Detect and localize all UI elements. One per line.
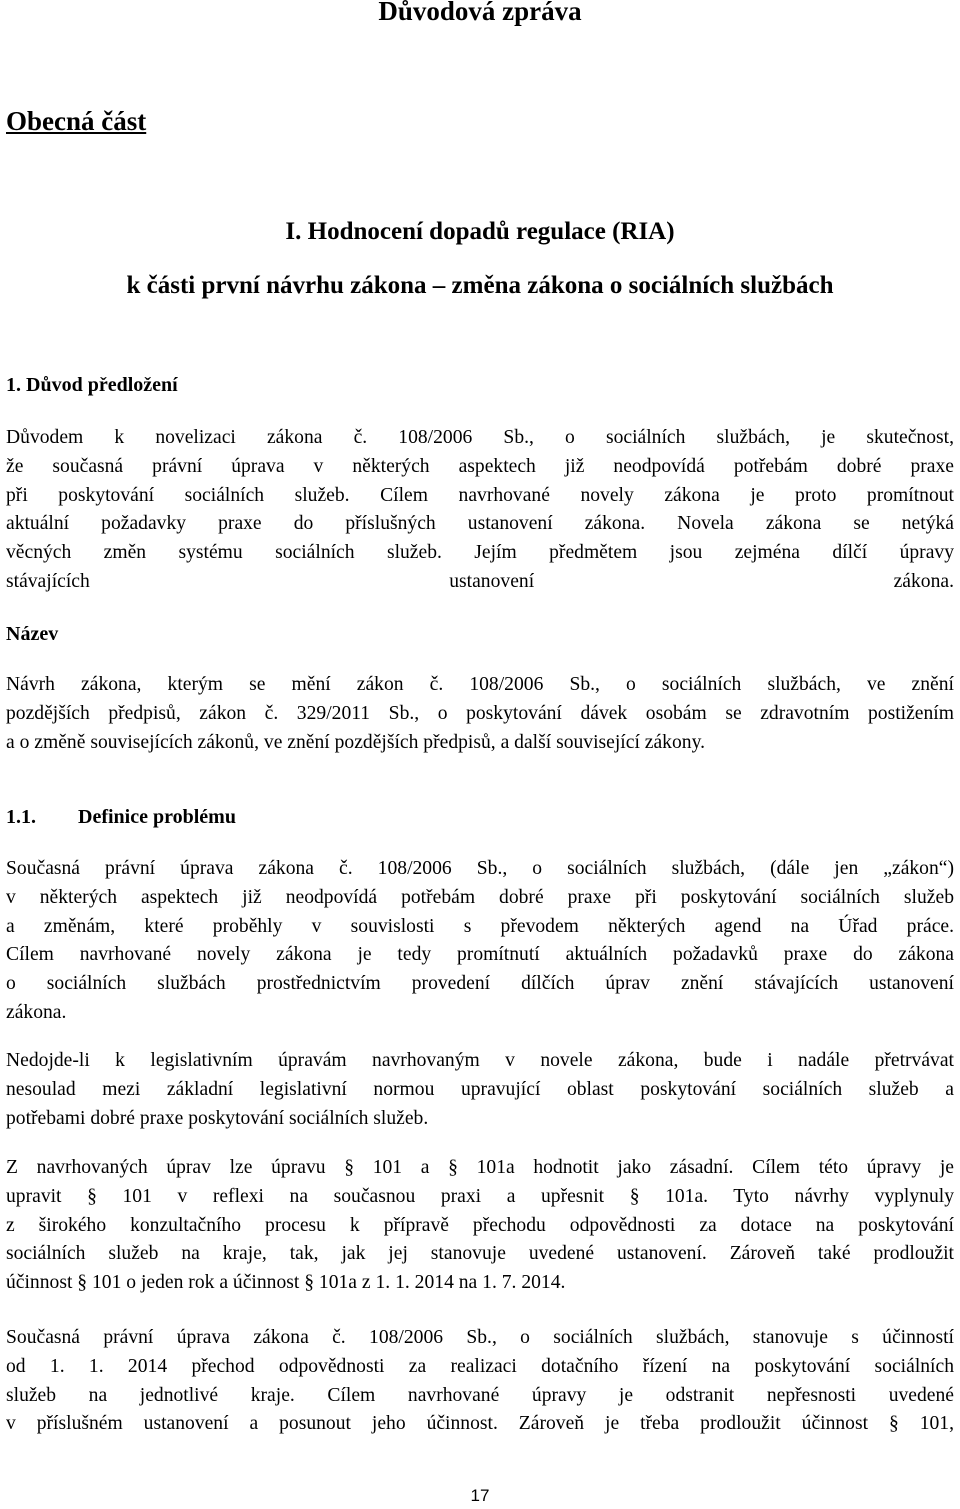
text-line: Současná právní úprava zákona č. 108/2006 Sb., o sociálních službách, (dále jen „zákon“) — [6, 858, 954, 879]
text-line: účinnost § 101 o jeden rok a účinnost § 101a z 1. 1. 2014 na 1. 7. 2014. — [6, 1272, 566, 1294]
document-title: Důvodová zpráva — [378, 0, 582, 26]
text-line: od 1. 1. 2014 přechod odpovědnosti za realizaci dotačního řízení na poskytování sociálních — [6, 1355, 954, 1377]
name-heading: Název — [6, 623, 59, 645]
text-line: aktuální požadavky praxe do příslušných ustanovení zákona. Novela zákona se netýká — [6, 513, 954, 535]
text-line: Z navrhovaných úprav lze úpravu § 101 a § 101a hodnotit jako zásadní. Cílem této úpravy je — [6, 1157, 954, 1178]
text-line: stávajících ustanovení zákona. — [6, 570, 954, 592]
text-line — [6, 597, 954, 626]
subsection-number: 1.1. — [6, 806, 36, 828]
text-line: potřebami dobré praxe poskytování sociálních služeb. — [6, 1107, 429, 1129]
text-line: a o změně souvisejících zákonů, ve znění pozdějších předpisů, a další související zákony. — [6, 731, 705, 753]
chapter-subheading: k části první návrhu zákona – změna zákona o sociálních službách — [126, 272, 834, 299]
page-number: 17 — [470, 1486, 490, 1505]
text-line: Nedojde-li k legislativním úpravám navrhovaným v novele zákona, bude i nadále přetrvávat — [6, 1050, 954, 1071]
subsection-title: Definice problému — [78, 806, 236, 828]
text-line: služeb na jednotlivé kraje. Cílem navrhované úpravy je odstranit nepřesnosti uvedené — [6, 1384, 954, 1406]
text-line: o sociálních službách prostřednictvím provedení dílčích úprav znění stávajících ustanovení — [6, 973, 954, 995]
text-line: při poskytování sociálních služeb. Cílem navrhované novely zákona je proto promítnout — [6, 484, 954, 506]
paragraph-current-law — [6, 1324, 954, 1439]
section-heading: Obecná část — [6, 106, 147, 136]
text-line: Návrh zákona, kterým se mění zákon č. 108/2006 Sb., o sociálních službách, ve znění — [6, 674, 954, 695]
text-line: Cílem navrhované novely zákona je tedy promítnutí aktuálních požadavků praxe do zákona — [6, 944, 954, 966]
text-line: upravit § 101 v reflexi na současnou praxi a upřesnit § 101a. Tyto návrhy vyplynuly — [6, 1185, 954, 1207]
text-line: v některých aspektech již neodpovídá potřebám dobré praxe při poskytování sociálních služeb — [6, 886, 954, 908]
text-line: pozdějších předpisů, zákon č. 329/2011 Sb., o poskytování dávek osobám se zdravotním postižením — [6, 702, 954, 724]
text-line: a změnám, které proběhly v souvislosti s převodem některých agend na Úřad práce. — [6, 915, 954, 937]
text-line: v příslušném ustanovení a posunout jeho účinnost. Zároveň je třeba prodloužit účinnost § 101, — [6, 1413, 954, 1435]
chapter-heading: I. Hodnocení dopadů regulace (RIA) — [285, 218, 675, 245]
subsection-heading-2 — [6, 806, 236, 829]
text-line: z širokého konzultačního procesu k přípravě přechodu odpovědnosti za dotace na poskytování — [6, 1214, 954, 1236]
text-line: zákona. — [6, 1001, 67, 1023]
paragraph-reason — [6, 424, 954, 626]
text-line: Současná právní úprava zákona č. 108/2006 Sb., o sociálních službách, stanovuje s účinností — [6, 1327, 954, 1348]
paragraph-changes — [6, 1154, 954, 1298]
text-line: nesoulad mezi základní legislativní normou upravující oblast poskytování sociálních služeb a — [6, 1078, 954, 1100]
paragraph-name — [6, 671, 954, 757]
text-line: věcných změn systému sociálních služeb. Jejím předmětem jsou zejména dílčí úpravy — [6, 542, 954, 564]
paragraph-consequence — [6, 1047, 954, 1133]
text-line: že současná právní úprava v některých aspektech již neodpovídá potřebám dobré praxe — [6, 455, 954, 477]
paragraph-problem — [6, 855, 954, 1028]
subsection-heading-1: 1. Důvod předložení — [6, 374, 178, 396]
text-line: Důvodem k novelizaci zákona č. 108/2006 Sb., o sociálních službách, je skutečnost, — [6, 427, 954, 448]
text-line: sociálních služeb na kraje, tak, jak jej stanovuje uvedené ustanovení. Zároveň také prodloužit — [6, 1243, 954, 1265]
